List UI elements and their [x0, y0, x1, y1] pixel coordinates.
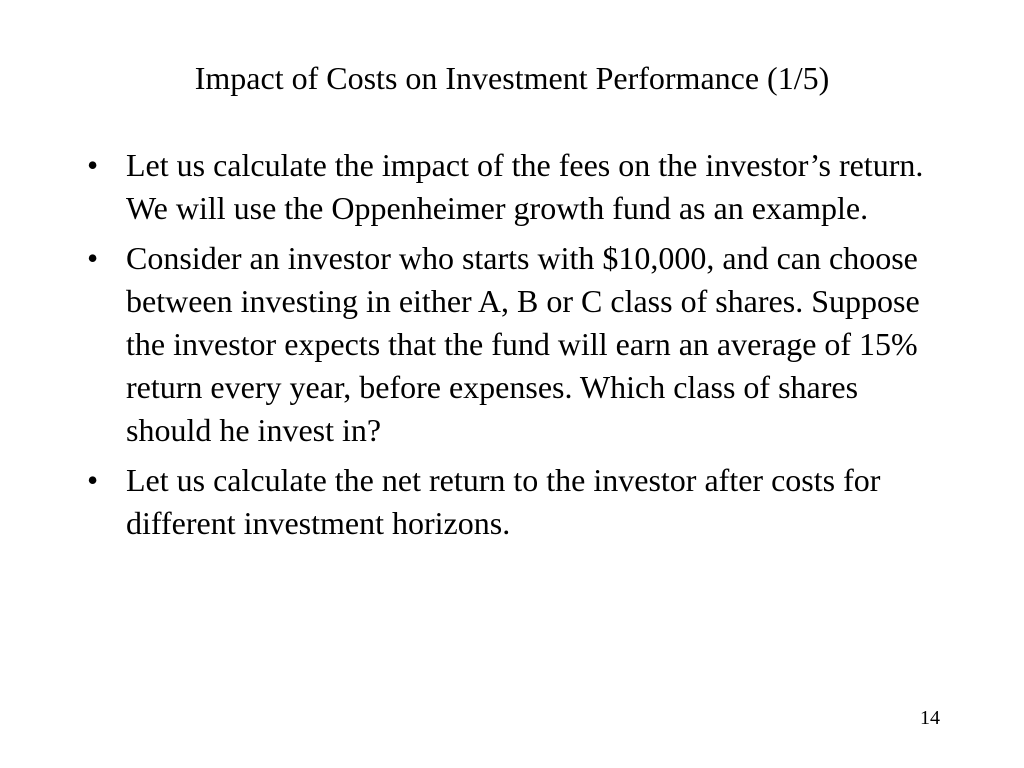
bullet-text: Consider an investor who starts with $10,000, and can choose between investing in either A, B or C class of shares. Suppose the investor expects that the fund will earn an average of 15% return every year, before expenses. Which class of shares should he invest in? — [126, 240, 920, 448]
bullet-item — [82, 237, 942, 452]
bullet-item — [82, 459, 942, 545]
bullet-text: Let us calculate the impact of the fees on the investor’s return. We will use the Oppenheimer growth fund as an example. — [126, 147, 924, 226]
slide-number: 14 — [920, 707, 940, 729]
bullet-item — [82, 144, 942, 230]
slide-title: Impact of Costs on Investment Performance (1/5) — [194, 60, 830, 96]
bullet-icon: • — [87, 462, 99, 498]
bullet-text: Let us calculate the net return to the investor after costs for different investment horizons. — [126, 462, 881, 541]
bullet-icon: • — [87, 147, 99, 183]
bullet-list — [82, 144, 942, 552]
bullet-icon: • — [87, 240, 99, 276]
